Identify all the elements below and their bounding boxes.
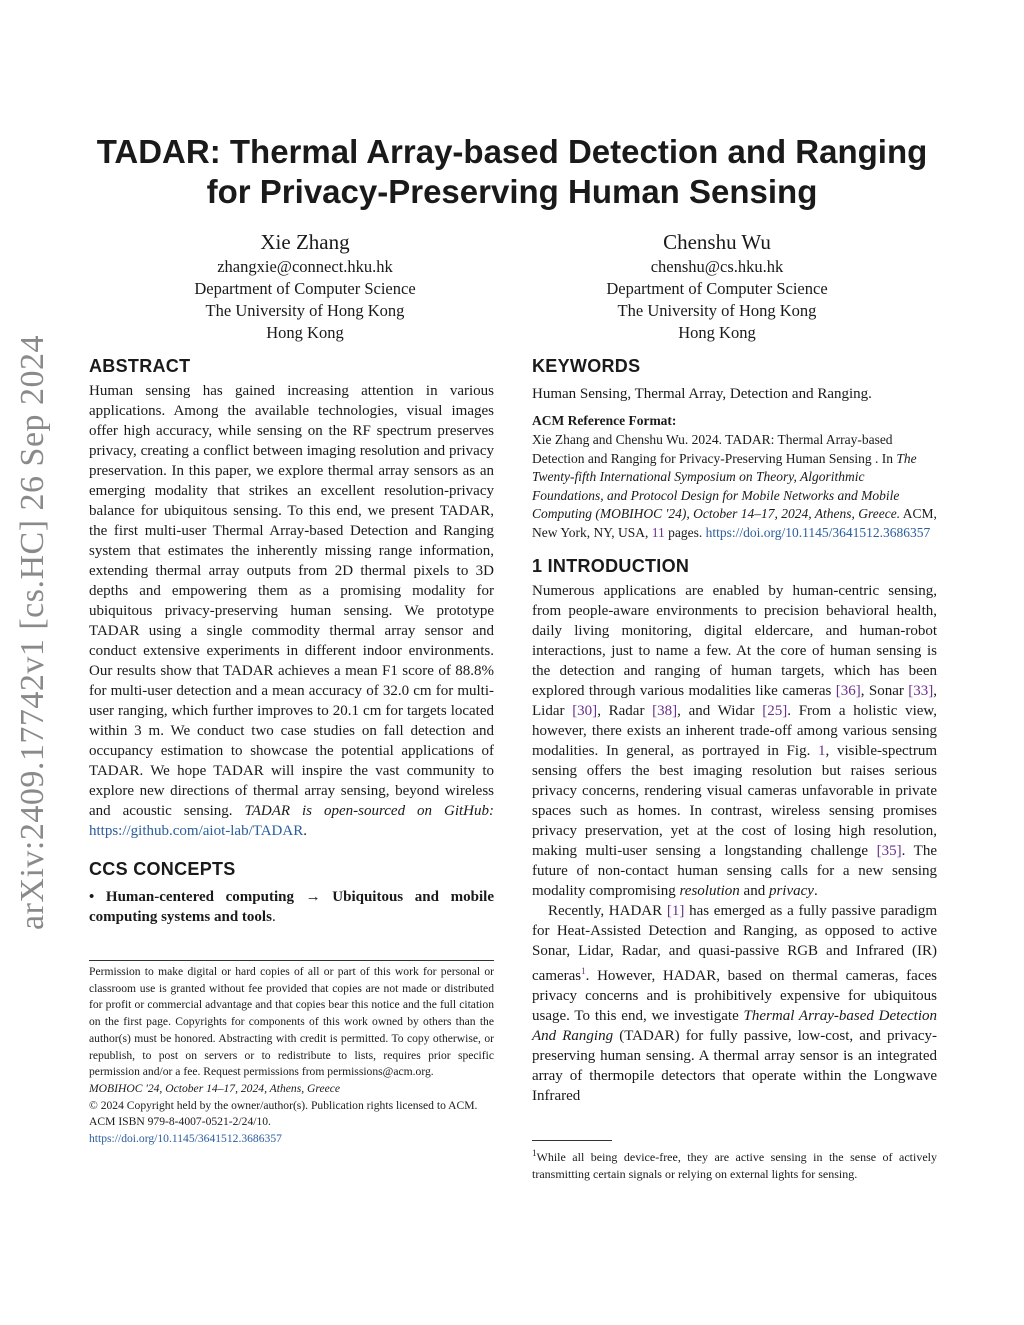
acm-ref-text: Xie Zhang and Chenshu Wu. 2024. TADAR: Thermal Array-based Detection and Ranging for Privacy-Preserving Human Sensing . In — [532, 432, 894, 466]
isbn-line: ACM ISBN 979-8-4007-0521-2/24/10. — [89, 1115, 271, 1129]
author-email: zhangxie@connect.hku.hk — [217, 257, 393, 276]
author-email: chenshu@cs.hku.hk — [650, 257, 784, 276]
period: . — [813, 883, 818, 899]
footnote-mark: 1 — [532, 1148, 537, 1158]
emphasis: privacy — [768, 883, 814, 899]
citation-link[interactable]: [38] — [652, 703, 678, 719]
text: Recently, HADAR — [548, 903, 663, 919]
author-loc: Hong Kong — [266, 323, 344, 342]
acm-ref-publisher: ACM, New York, NY, USA, — [532, 506, 937, 540]
text: , Sonar — [860, 683, 904, 699]
text: , Radar — [597, 703, 645, 719]
abstract-text: Human sensing has gained increasing attention in various applications. Among the available technologies, visual images offer high accuracy, while sensing on the RF spectrum preserves privacy, creating a conflict between imaging resolution and privacy preservation. In this paper, we explore thermal array sensors as an emerging modality that strikes an excellent resolution-privacy balance for ubiquitous sensing. To this end, we present TADAR, the first multi-user Thermal Array-based Detection and Ranging system that estimates the inherently missing range information, extending thermal array outputs from 2D thermal pixels to 3D depths and empowering them as a promising modality for ubiquitous privacy-preserving human sensing. We prototype TADAR using a single commodity thermal array sensor and conduct extensive experiments in different indoor environments. Our results show that TADAR achieves a mean F1 score of 88.8% for multi-user detection and a mean accuracy of 32.0 cm for multi-user ranging, which further improves to 20.1 cm for targets located within 3 m. We conduct two case studies on fall detection and occupancy estimation to showcase the potential applications of TADAR. We hope TADAR will inspire the vast community to explore new directions of thermal array sensing, beyond wireless and acoustic sensing. — [89, 383, 494, 819]
text: . However, HADAR, based on thermal cameras, faces privacy concerns and is prohibitively expensive for ubiquitous usage. To this end, we investigate — [532, 968, 937, 1024]
footnote-text: While all being device-free, they are active sensing in the sense of actively transmitting certain signals or relying on external lights for sensing. — [532, 1150, 937, 1181]
text: has emerged as a fully passive paradigm for Heat-Assisted Detection and Ranging, as opposed to active Sonar, Lidar, Radar, and quasi-passive RGB and Infrared (IR) cameras — [532, 903, 937, 984]
text: and — [743, 883, 766, 899]
acm-ref-venue: The Twenty-fifth International Symposium on Theory, Algorithmic Foundations, and Protocol Design for Mobile Networks and Mobile Computing (MOBIHOC '24), October 14–17, 2024, Athens, Greece. — [532, 450, 917, 521]
doi-link[interactable]: https://doi.org/10.1145/3641512.3686357 — [89, 1132, 282, 1146]
left-column — [89, 354, 494, 927]
copyright-line: © 2024 Copyright held by the owner/author(s). Publication rights licensed to ACM. — [89, 1098, 478, 1112]
footnote-rule — [532, 1140, 612, 1141]
figure-link[interactable]: 1 — [818, 743, 826, 759]
text: . From a holistic view, however, there exists an inherent trade-off among various sensing modalities. In general, as portrayed in Fig. — [532, 703, 938, 759]
author-name: Xie Zhang — [260, 230, 350, 254]
intro-body — [532, 581, 937, 1106]
citation-link[interactable]: [1] — [666, 903, 685, 919]
right-column — [532, 354, 937, 1106]
acm-ref-heading: ACM Reference Format: — [532, 413, 677, 428]
author-block-2 — [552, 228, 882, 344]
acm-ref-body — [532, 431, 937, 542]
ccs-text: • Human-centered computing → Ubiquitous and mobile computing systems and tools — [89, 889, 494, 925]
permission-text: Permission to make digital or hard copies of all or part of this work for personal or classroom use is granted without fee provided that copies are not made or distributed for profit or commercial advantage and that copies bear this notice and the full citation on the first page. Copyrights for components of this work owned by others than the author(s) must be honored. Abstracting with credit is permitted. To copy otherwise, or republish, to post on servers or to redistribute to lists, requires prior specific permission and/or a fee. Request permissions from permissions@acm.org. — [89, 965, 494, 1079]
acm-ref-doi-link[interactable]: https://doi.org/10.1145/3641512.3686357 — [705, 524, 931, 540]
arxiv-stamp: arXiv:2409.17742v1 [cs.HC] 26 Sep 2024 — [14, 334, 51, 930]
intro-paragraph-1 — [532, 581, 937, 901]
author-dept: Department of Computer Science — [194, 279, 416, 298]
text: Numerous applications are enabled by human-centric sensing, from people-aware environments to precision behavioral health, daily living monitoring, digital eldercare, and human-robot interactions, just to name a few. At the core of human sensing is the detection and ranging of human targets, which has been explored through various modalities like cameras — [532, 583, 937, 699]
author-name: Chenshu Wu — [663, 230, 771, 254]
citation-link[interactable]: [30] — [572, 703, 598, 719]
paper-title — [70, 132, 954, 212]
permission-block — [89, 960, 494, 1148]
ccs-heading: CCS CONCEPTS — [89, 859, 236, 879]
title-line-1: TADAR: Thermal Array-based Detection and Ranging — [96, 133, 928, 170]
citation-link[interactable]: [25] — [762, 703, 788, 719]
keywords-text: Human Sensing, Thermal Array, Detection and Ranging. — [532, 386, 872, 402]
oss-note: TADAR is open-sourced on GitHub: — [244, 803, 495, 819]
pages-word: pages. — [668, 524, 703, 540]
emphasis: Thermal Array-based Detection And Ranging — [532, 1008, 937, 1044]
footnote-link[interactable]: 1 — [581, 966, 586, 976]
abstract-body — [89, 381, 494, 841]
text: , visible-spectrum sensing offers the best imaging resolution but raises serious privacy concerns, rendering visual cameras unfavorable in private spaces such as homes. In contrast, wireless sensing promises privacy preservation, yet at the cost of losing high resolution, making multi-user sensing a longstanding challenge — [532, 743, 937, 859]
title-line-2: for Privacy-Preserving Human Sensing — [206, 173, 818, 210]
intro-heading: 1 INTRODUCTION — [532, 556, 690, 576]
citation-link[interactable]: [35] — [876, 843, 902, 859]
text: . The future of non-contact human sensing calls for a new sensing modality compromising — [532, 843, 937, 899]
author-univ: The University of Hong Kong — [617, 301, 817, 320]
page-count-link[interactable]: 11 — [651, 524, 665, 540]
ccs-concepts — [89, 887, 494, 927]
period: . — [271, 909, 276, 925]
author-loc: Hong Kong — [678, 323, 756, 342]
text: (TADAR) for fully passive, low-cost, and privacy-preserving human sensing. A thermal array sensor is an integrated array of thermopile detectors that operate within the Longwave Infrared — [532, 1028, 937, 1104]
text: , Lidar — [532, 683, 938, 719]
text: , and Widar — [677, 703, 755, 719]
conference-line: MOBIHOC '24, October 14–17, 2024, Athens, Greece — [89, 1081, 341, 1095]
author-univ: The University of Hong Kong — [205, 301, 405, 320]
intro-paragraph-2 — [532, 901, 937, 1106]
footnote — [532, 1140, 937, 1182]
emphasis: resolution — [679, 883, 740, 899]
github-link[interactable]: https://github.com/aiot-lab/TADAR — [89, 823, 304, 839]
author-dept: Department of Computer Science — [606, 279, 828, 298]
period: . — [303, 823, 307, 839]
keywords-heading: KEYWORDS — [532, 356, 641, 376]
abstract-heading: ABSTRACT — [89, 356, 191, 376]
author-block-1 — [140, 228, 470, 344]
citation-link[interactable]: [33] — [908, 683, 934, 699]
citation-link[interactable]: [36] — [835, 683, 861, 699]
